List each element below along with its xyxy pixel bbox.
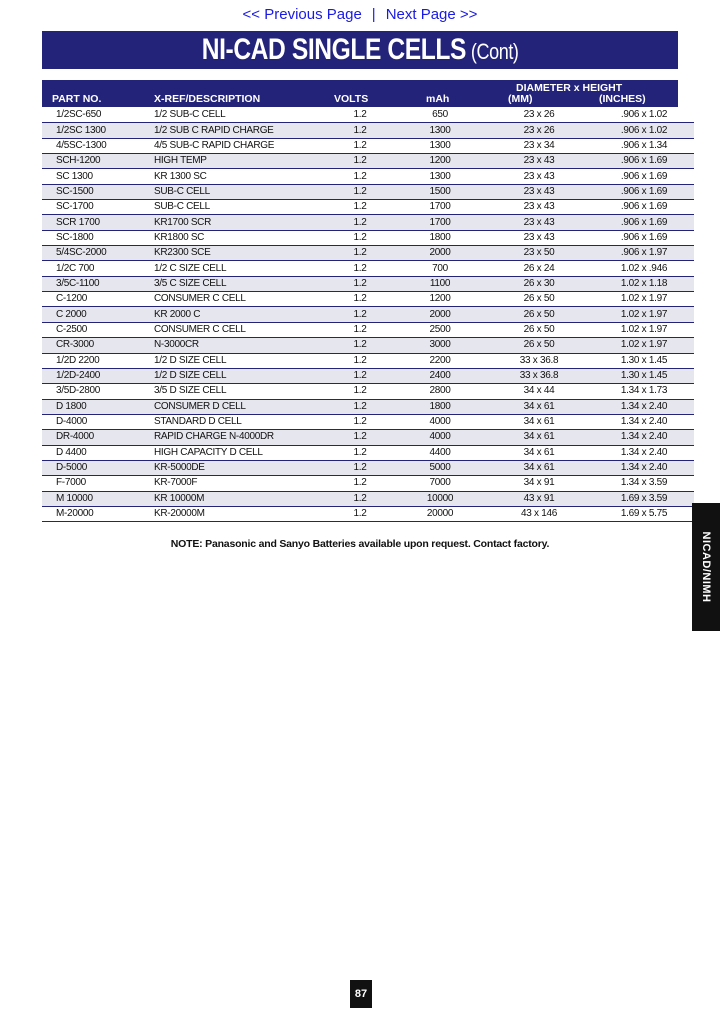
cell-mm: 34 x 61 (484, 460, 594, 475)
cell-inches: 1.34 x 2.40 (594, 430, 694, 445)
cell-part-no: D 4400 (42, 445, 152, 460)
cell-volts: 1.2 (324, 230, 396, 245)
table-row (42, 322, 694, 337)
cell-volts: 1.2 (324, 108, 396, 123)
cell-mm: 26 x 24 (484, 261, 594, 276)
cell-part-no: 1/2SC-650 (42, 108, 152, 123)
cell-part-no: SCH-1200 (42, 154, 152, 169)
cell-mm: 43 x 146 (484, 506, 594, 521)
cell-volts: 1.2 (324, 414, 396, 429)
cell-description: KR1800 SC (152, 230, 324, 245)
table-row (42, 430, 694, 445)
cell-mah: 5000 (396, 460, 484, 475)
cell-volts: 1.2 (324, 368, 396, 383)
cell-mm: 23 x 50 (484, 246, 594, 261)
cell-part-no: M 10000 (42, 491, 152, 506)
cell-mm: 23 x 34 (484, 138, 594, 153)
cell-part-no: 4/5SC-1300 (42, 138, 152, 153)
cell-inches: .906 x 1.02 (594, 108, 694, 123)
cell-mm: 23 x 43 (484, 154, 594, 169)
cell-description: SUB-C CELL (152, 184, 324, 199)
ni-cad-cells-table (42, 108, 694, 522)
cell-mm: 23 x 26 (484, 108, 594, 123)
table-row (42, 123, 694, 138)
cell-description: KR2300 SCE (152, 246, 324, 261)
cell-description: CONSUMER C CELL (152, 322, 324, 337)
cell-inches: .906 x 1.69 (594, 215, 694, 230)
table-row (42, 230, 694, 245)
cell-volts: 1.2 (324, 276, 396, 291)
cell-mm: 43 x 91 (484, 491, 594, 506)
cell-volts: 1.2 (324, 338, 396, 353)
cell-mm: 23 x 43 (484, 215, 594, 230)
cell-inches: 1.02 x 1.18 (594, 276, 694, 291)
cell-part-no: SC-1800 (42, 230, 152, 245)
cell-mah: 2400 (396, 368, 484, 383)
header-diameter-height: DIAMETER x HEIGHT (516, 82, 623, 94)
cell-mah: 1300 (396, 138, 484, 153)
cell-mm: 23 x 26 (484, 123, 594, 138)
cell-inches: .906 x 1.69 (594, 200, 694, 215)
cell-description: KR 2000 C (152, 307, 324, 322)
cell-volts: 1.2 (324, 384, 396, 399)
cell-mm: 33 x 36.8 (484, 368, 594, 383)
cell-mm: 34 x 61 (484, 445, 594, 460)
cell-inches: .906 x 1.34 (594, 138, 694, 153)
cell-description: 1/2 D SIZE CELL (152, 353, 324, 368)
cell-part-no: CR-3000 (42, 338, 152, 353)
header-inches: (INCHES) (599, 93, 646, 105)
table-row (42, 307, 694, 322)
cell-description: RAPID CHARGE N-4000DR (152, 430, 324, 445)
table-row (42, 200, 694, 215)
cell-volts: 1.2 (324, 476, 396, 491)
cell-volts: 1.2 (324, 292, 396, 307)
cell-volts: 1.2 (324, 430, 396, 445)
cell-inches: .906 x 1.69 (594, 169, 694, 184)
cell-part-no: SCR 1700 (42, 215, 152, 230)
header-volts: VOLTS (334, 93, 369, 105)
cell-description: 1/2 SUB-C CELL (152, 108, 324, 123)
table-row (42, 384, 694, 399)
table-row (42, 261, 694, 276)
table-row (42, 276, 694, 291)
cell-part-no: M-20000 (42, 506, 152, 521)
page-title-banner (42, 31, 678, 69)
cell-inches: .906 x 1.02 (594, 123, 694, 138)
cell-description: SUB-C CELL (152, 200, 324, 215)
cell-part-no: 1/2D 2200 (42, 353, 152, 368)
cell-inches: 1.69 x 5.75 (594, 506, 694, 521)
table-row (42, 460, 694, 475)
cell-mm: 26 x 50 (484, 292, 594, 307)
cell-volts: 1.2 (324, 154, 396, 169)
nav-separator: | (371, 6, 376, 23)
cell-description: CONSUMER D CELL (152, 399, 324, 414)
cell-description: 1/2 SUB C RAPID CHARGE (152, 123, 324, 138)
cell-part-no: 5/4SC-2000 (42, 246, 152, 261)
cell-mah: 1100 (396, 276, 484, 291)
cell-part-no: D-4000 (42, 414, 152, 429)
cell-mah: 7000 (396, 476, 484, 491)
cell-inches: 1.69 x 3.59 (594, 491, 694, 506)
cell-mah: 10000 (396, 491, 484, 506)
table-row (42, 353, 694, 368)
cell-description: 3/5 C SIZE CELL (152, 276, 324, 291)
cell-mah: 1200 (396, 292, 484, 307)
cell-inches: 1.02 x 1.97 (594, 338, 694, 353)
cell-mah: 1800 (396, 230, 484, 245)
cell-mah: 1300 (396, 123, 484, 138)
cell-part-no: C-1200 (42, 292, 152, 307)
cell-mm: 23 x 43 (484, 200, 594, 215)
cell-part-no: DR-4000 (42, 430, 152, 445)
cell-mah: 2500 (396, 322, 484, 337)
cell-description: STANDARD D CELL (152, 414, 324, 429)
cell-inches: .906 x 1.69 (594, 230, 694, 245)
cell-volts: 1.2 (324, 445, 396, 460)
header-mah: mAh (426, 93, 450, 105)
cell-mah: 4000 (396, 430, 484, 445)
cell-description: 1/2 C SIZE CELL (152, 261, 324, 276)
cell-inches: .906 x 1.69 (594, 184, 694, 199)
table-row (42, 246, 694, 261)
cell-inches: 1.34 x 2.40 (594, 445, 694, 460)
cell-description: KR-20000M (152, 506, 324, 521)
cell-description: N-3000CR (152, 338, 324, 353)
cell-description: KR1700 SCR (152, 215, 324, 230)
cell-mah: 700 (396, 261, 484, 276)
header-xref-description: X-REF/DESCRIPTION (154, 93, 261, 105)
table-row (42, 215, 694, 230)
table-row (42, 154, 694, 169)
cell-volts: 1.2 (324, 215, 396, 230)
note-text: NOTE: Panasonic and Sanyo Batteries available upon request. Contact factory. (170, 538, 550, 550)
header-mm: (MM) (508, 93, 533, 105)
cell-volts: 1.2 (324, 506, 396, 521)
side-tab-label: NICAD/NIMH (700, 531, 712, 603)
header-part-no: PART NO. (52, 93, 102, 105)
cell-mah: 4000 (396, 414, 484, 429)
cell-mm: 23 x 43 (484, 184, 594, 199)
page-title: NI-CAD SINGLE CELLS (Cont) (201, 33, 519, 66)
section-side-tab[interactable] (692, 503, 720, 631)
cell-mah: 650 (396, 108, 484, 123)
cell-inches: .906 x 1.69 (594, 154, 694, 169)
cell-part-no: C 2000 (42, 307, 152, 322)
cell-description: 4/5 SUB-C RAPID CHARGE (152, 138, 324, 153)
cell-part-no: F-7000 (42, 476, 152, 491)
cell-volts: 1.2 (324, 169, 396, 184)
cell-volts: 1.2 (324, 491, 396, 506)
cell-mm: 26 x 30 (484, 276, 594, 291)
cell-mah: 2000 (396, 307, 484, 322)
page-number: 87 (350, 980, 372, 1008)
cell-volts: 1.2 (324, 460, 396, 475)
cell-inches: 1.02 x 1.97 (594, 322, 694, 337)
table-row (42, 184, 694, 199)
table-row (42, 108, 694, 123)
table-row (42, 338, 694, 353)
cell-description: HIGH CAPACITY D CELL (152, 445, 324, 460)
table-header (42, 80, 678, 107)
cell-part-no: SC 1300 (42, 169, 152, 184)
page-title-cont: (Cont) (470, 39, 519, 64)
table-row (42, 506, 694, 521)
page-navigation (0, 6, 720, 23)
cell-volts: 1.2 (324, 307, 396, 322)
cell-mah: 1800 (396, 399, 484, 414)
cell-description: KR-7000F (152, 476, 324, 491)
cell-volts: 1.2 (324, 261, 396, 276)
cell-part-no: 1/2SC 1300 (42, 123, 152, 138)
cell-mm: 34 x 61 (484, 399, 594, 414)
cell-mah: 2200 (396, 353, 484, 368)
cell-inches: 1.34 x 2.40 (594, 399, 694, 414)
cell-inches: 1.02 x .946 (594, 261, 694, 276)
cell-description: CONSUMER C CELL (152, 292, 324, 307)
cell-description: KR 1300 SC (152, 169, 324, 184)
cell-mah: 2800 (396, 384, 484, 399)
cell-inches: 1.34 x 1.73 (594, 384, 694, 399)
cell-volts: 1.2 (324, 322, 396, 337)
cell-mm: 34 x 61 (484, 430, 594, 445)
cell-mm: 23 x 43 (484, 169, 594, 184)
cell-volts: 1.2 (324, 246, 396, 261)
cell-inches: .906 x 1.97 (594, 246, 694, 261)
cell-mah: 1500 (396, 184, 484, 199)
table-row (42, 292, 694, 307)
table-row (42, 399, 694, 414)
cell-mah: 2000 (396, 246, 484, 261)
cell-description: 3/5 D SIZE CELL (152, 384, 324, 399)
cell-volts: 1.2 (324, 184, 396, 199)
cell-description: HIGH TEMP (152, 154, 324, 169)
cell-part-no: SC-1700 (42, 200, 152, 215)
cell-part-no: 3/5C-1100 (42, 276, 152, 291)
cell-part-no: 1/2D-2400 (42, 368, 152, 383)
cell-volts: 1.2 (324, 200, 396, 215)
cell-inches: 1.34 x 3.59 (594, 476, 694, 491)
cell-mm: 34 x 61 (484, 414, 594, 429)
cell-description: KR 10000M (152, 491, 324, 506)
cell-part-no: 1/2C 700 (42, 261, 152, 276)
cell-mah: 20000 (396, 506, 484, 521)
table-row (42, 169, 694, 184)
table-row (42, 445, 694, 460)
cell-mah: 1300 (396, 169, 484, 184)
cell-mm: 26 x 50 (484, 322, 594, 337)
cell-mah: 4400 (396, 445, 484, 460)
cell-mm: 23 x 43 (484, 230, 594, 245)
cell-volts: 1.2 (324, 123, 396, 138)
next-page-link[interactable]: Next Page >> (385, 6, 478, 23)
cell-part-no: 3/5D-2800 (42, 384, 152, 399)
cell-mah: 1200 (396, 154, 484, 169)
previous-page-link[interactable]: << Previous Page (242, 6, 362, 23)
cell-volts: 1.2 (324, 138, 396, 153)
cell-mah: 1700 (396, 215, 484, 230)
cell-part-no: D 1800 (42, 399, 152, 414)
cell-inches: 1.30 x 1.45 (594, 368, 694, 383)
table-row (42, 476, 694, 491)
table-row (42, 368, 694, 383)
table-row (42, 414, 694, 429)
cell-volts: 1.2 (324, 399, 396, 414)
cell-part-no: D-5000 (42, 460, 152, 475)
cell-part-no: SC-1500 (42, 184, 152, 199)
table-row (42, 491, 694, 506)
cell-inches: 1.34 x 2.40 (594, 414, 694, 429)
table-row (42, 138, 694, 153)
cell-part-no: C-2500 (42, 322, 152, 337)
cell-description: KR-5000DE (152, 460, 324, 475)
cell-mm: 26 x 50 (484, 338, 594, 353)
cell-description: 1/2 D SIZE CELL (152, 368, 324, 383)
cell-mah: 3000 (396, 338, 484, 353)
cell-mm: 26 x 50 (484, 307, 594, 322)
cell-mm: 33 x 36.8 (484, 353, 594, 368)
cell-mm: 34 x 44 (484, 384, 594, 399)
cell-inches: 1.02 x 1.97 (594, 307, 694, 322)
cell-volts: 1.2 (324, 353, 396, 368)
cell-inches: 1.02 x 1.97 (594, 292, 694, 307)
cell-inches: 1.34 x 2.40 (594, 460, 694, 475)
cell-mah: 1700 (396, 200, 484, 215)
cell-inches: 1.30 x 1.45 (594, 353, 694, 368)
cell-mm: 34 x 91 (484, 476, 594, 491)
